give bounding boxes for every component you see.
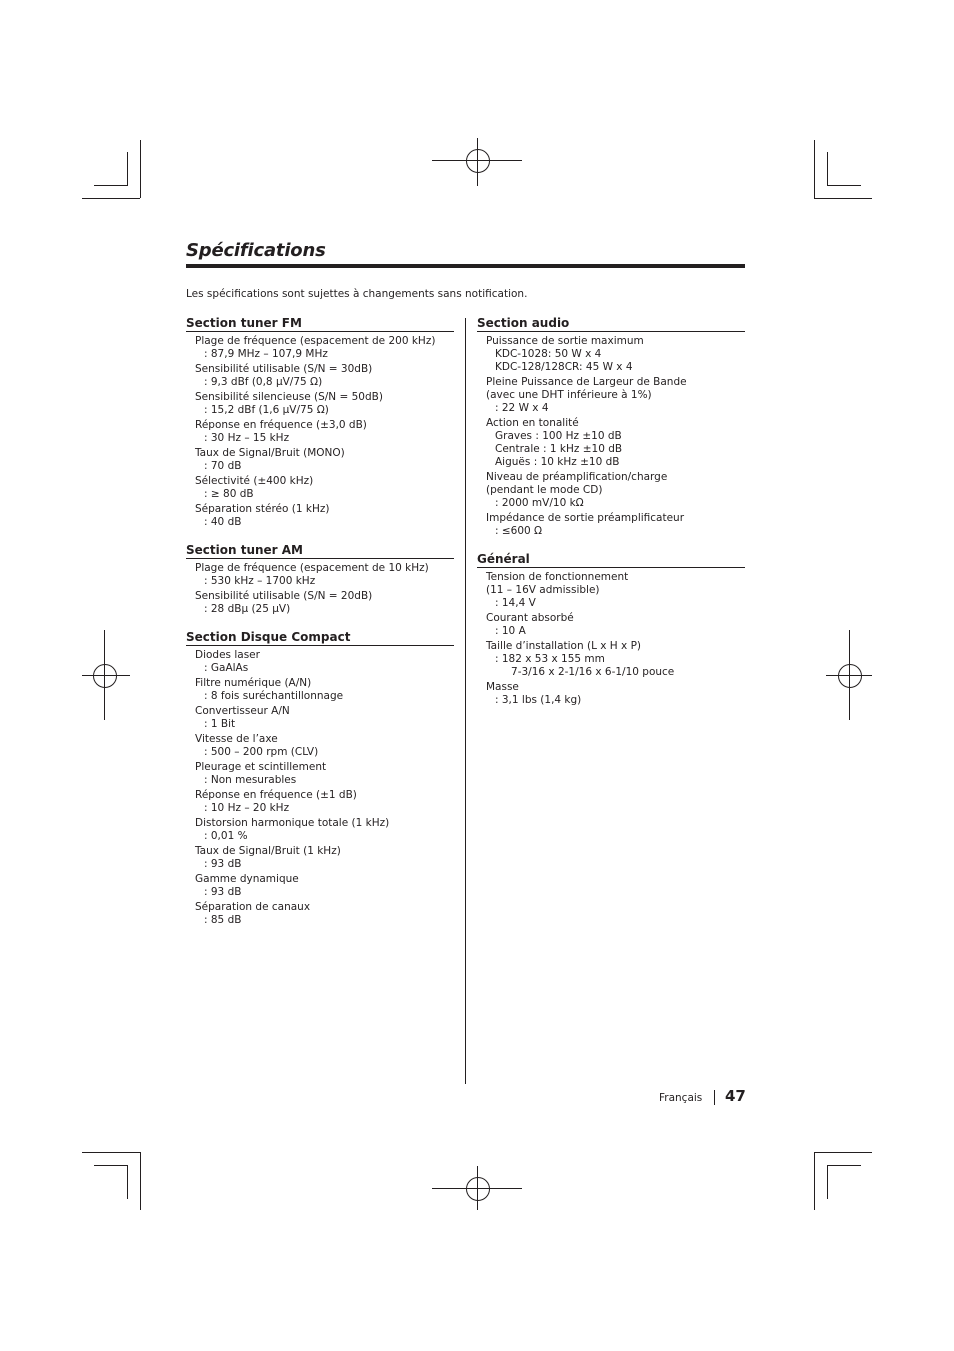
spec-value: : 22 W x 4	[495, 402, 549, 414]
spec-label: Niveau de préamplification/charge (pendant le mode CD)	[486, 471, 668, 496]
spec-label: Sensibilité silencieuse (S/N = 50dB)	[195, 391, 383, 403]
spec-value: : 2000 mV/10 kΩ	[495, 497, 584, 509]
spec-item	[477, 512, 745, 538]
spec-label: Gamme dynamique	[195, 873, 299, 885]
spec-item	[186, 363, 454, 389]
section-title: Général	[477, 552, 745, 568]
spec-value: : ≥ 80 dB	[204, 488, 254, 500]
spec-value: : 182 x 53 x 155 mm	[495, 653, 605, 665]
spec-item	[186, 789, 454, 815]
spec-value: : 9,3 dBf (0,8 µV/75 Ω)	[204, 376, 323, 388]
spec-label: Tension de fonctionnement (11 – 16V admissible)	[486, 571, 629, 596]
spec-item	[186, 590, 454, 616]
spec-value: : 28 dBµ (25 µV)	[204, 603, 291, 615]
spec-value: : 0,01 %	[204, 830, 248, 842]
spec-item	[186, 761, 454, 787]
spec-value: : 10 A	[495, 625, 526, 637]
footer-language: Français	[659, 1092, 703, 1104]
spec-item	[186, 335, 454, 361]
spec-value: : 530 kHz – 1700 kHz	[204, 575, 316, 587]
section-title: Section tuner FM	[186, 316, 454, 332]
spec-label: Action en tonalité	[486, 417, 579, 429]
spec-value: : 14,4 V	[495, 597, 536, 609]
spec-value: : 1 Bit	[204, 718, 236, 730]
spec-label: Taux de Signal/Bruit (MONO)	[195, 447, 345, 459]
right-column	[477, 316, 745, 721]
spec-label: Impédance de sortie préamplificateur	[486, 512, 685, 524]
spec-item	[477, 571, 745, 610]
spec-value: : 87,9 MHz – 107,9 MHz	[204, 348, 328, 360]
spec-value: KDC-1028: 50 W x 4	[495, 348, 602, 360]
spec-value: : 8 fois suréchantillonnage	[204, 690, 344, 702]
spec-item	[186, 475, 454, 501]
section-title: Section Disque Compact	[186, 630, 454, 646]
spec-section	[477, 552, 745, 707]
spec-value: : ≤600 Ω	[495, 525, 543, 537]
section-title: Section tuner AM	[186, 543, 454, 559]
spec-label: Sensibilité utilisable (S/N = 30dB)	[195, 363, 373, 375]
spec-item	[186, 419, 454, 445]
spec-label: Distorsion harmonique totale (1 kHz)	[195, 817, 390, 829]
spec-label: Vitesse de l’axe	[195, 733, 278, 745]
spec-label: Réponse en fréquence (±1 dB)	[195, 789, 357, 801]
spec-value: : 70 dB	[204, 460, 242, 472]
spec-item	[477, 681, 745, 707]
spec-label: Plage de fréquence (espacement de 200 kHz)	[195, 335, 436, 347]
spec-item	[186, 845, 454, 871]
spec-item	[186, 705, 454, 731]
left-column	[186, 316, 454, 941]
spec-item	[186, 649, 454, 675]
spec-label: Pleurage et scintillement	[195, 761, 327, 773]
spec-item	[477, 335, 745, 374]
spec-item	[477, 417, 745, 469]
spec-value: : 85 dB	[204, 914, 242, 926]
spec-section	[186, 543, 454, 616]
spec-item	[186, 817, 454, 843]
spec-label: Taille d’installation (L x H x P)	[486, 640, 642, 652]
spec-label: Réponse en fréquence (±3,0 dB)	[195, 419, 367, 431]
section-title: Section audio	[477, 316, 745, 332]
spec-value: : 10 Hz – 20 kHz	[204, 802, 290, 814]
spec-label: Séparation de canaux	[195, 901, 311, 913]
spec-label: Masse	[486, 681, 519, 693]
spec-section	[477, 316, 745, 538]
spec-value: : 500 – 200 rpm (CLV)	[204, 746, 319, 758]
spec-item	[477, 612, 745, 638]
spec-item	[477, 376, 745, 415]
spec-label: Taux de Signal/Bruit (1 kHz)	[195, 845, 341, 857]
spec-value: : 93 dB	[204, 858, 242, 870]
spec-item	[186, 391, 454, 417]
spec-item	[186, 503, 454, 529]
spec-value: : 3,1 lbs (1,4 kg)	[495, 694, 582, 706]
spec-item	[186, 677, 454, 703]
spec-value: : Non mesurables	[204, 774, 297, 786]
spec-item	[186, 873, 454, 899]
page-title: Spécifications	[186, 240, 326, 261]
spec-label: Filtre numérique (A/N)	[195, 677, 312, 689]
spec-label: Diodes laser	[195, 649, 260, 661]
spec-section	[186, 316, 454, 529]
spec-item	[477, 471, 745, 510]
spec-label: Courant absorbé	[486, 612, 574, 624]
spec-label: Plage de fréquence (espacement de 10 kHz)	[195, 562, 429, 574]
column-divider	[465, 318, 466, 1084]
spec-item	[186, 447, 454, 473]
spec-value: : 93 dB	[204, 886, 242, 898]
title-rule	[186, 264, 745, 268]
spec-item	[186, 733, 454, 759]
spec-value: : 40 dB	[204, 516, 242, 528]
spec-item	[477, 640, 745, 679]
spec-value: : 30 Hz – 15 kHz	[204, 432, 290, 444]
spec-label: Puissance de sortie maximum	[486, 335, 644, 347]
spec-item	[186, 562, 454, 588]
spec-value: Centrale : 1 kHz ±10 dB	[495, 443, 623, 455]
spec-value: KDC-128/128CR: 45 W x 4	[495, 361, 633, 373]
spec-value: Aiguës : 10 kHz ±10 dB	[495, 456, 620, 468]
spec-label: Sensibilité utilisable (S/N = 20dB)	[195, 590, 373, 602]
spec-label: Convertisseur A/N	[195, 705, 290, 717]
page-number: 47	[725, 1087, 746, 1105]
spec-section	[186, 630, 454, 927]
footer-separator	[714, 1090, 715, 1105]
spec-value: Graves : 100 Hz ±10 dB	[495, 430, 622, 442]
spec-label: Séparation stéréo (1 kHz)	[195, 503, 330, 515]
spec-value: 7-3/16 x 2-1/16 x 6-1/10 pouce	[501, 666, 675, 678]
spec-value: : GaAlAs	[204, 662, 249, 674]
spec-item	[186, 901, 454, 927]
notice-text: Les spécifications sont sujettes à changements sans notification.	[186, 288, 528, 300]
spec-label: Sélectivité (±400 kHz)	[195, 475, 314, 487]
spec-label: Pleine Puissance de Largeur de Bande (avec une DHT inférieure à 1%)	[486, 376, 687, 401]
spec-value: : 15,2 dBf (1,6 µV/75 Ω)	[204, 404, 329, 416]
